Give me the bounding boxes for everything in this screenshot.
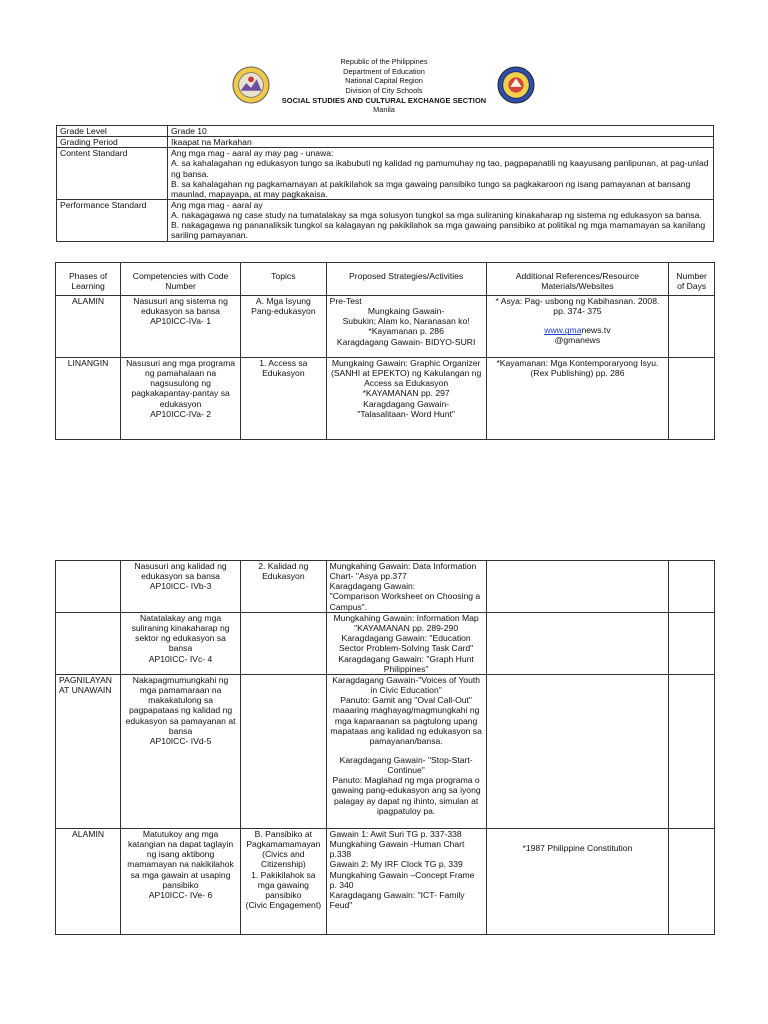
header-line: Division of City Schools xyxy=(345,85,423,95)
col-header-phases: Phases of Learning xyxy=(56,263,121,296)
info-value: Ikaapat na Markahan xyxy=(168,137,714,148)
table-row xyxy=(57,148,714,200)
days-cell xyxy=(669,358,715,440)
table-row xyxy=(56,296,715,358)
website-link-host[interactable]: www.gma xyxy=(544,325,582,336)
info-label: Grade Level xyxy=(57,126,168,137)
topic-cell: A. Mga Isyung Pang-edukasyon xyxy=(241,296,327,358)
col-header-strategies: Proposed Strategies/Activities xyxy=(326,263,486,296)
days-cell xyxy=(669,296,715,358)
competency-cell: Nasusuri ang mga programa ng pamahalaan na nagsusulong ng pagkakapantay-pantay sa edukasyon AP10ICC-IVa- 2 xyxy=(121,358,241,440)
document-header xyxy=(0,57,768,115)
competency-cell: Nasusuri ang kalidad ng edukasyon sa bansa AP10ICC- IVb-3 xyxy=(121,561,241,613)
references-cell: *1987 Philippine Constitution xyxy=(486,829,669,935)
strategies-cell: Mungkahing Gawain: Data Information Chart- "Asya pp.377 Karagdagang Gawain: "Comparison Worksheet on Choosing a Campus". xyxy=(326,561,486,613)
info-value: Grade 10 xyxy=(168,126,714,137)
strategies-cell: Mungkahing Gawain: Information Map "KAYAMANAN pp. 289-290 Karagdagang Gawain: "Education Sector Problem-Solving Task Card" Karagdagang Gawain: "Graph Hunt Philippines" xyxy=(326,613,486,675)
standard-intro: Ang mga mag - aaral ay may pag - unawa: xyxy=(171,148,334,159)
days-cell xyxy=(669,561,715,613)
days-cell xyxy=(669,613,715,675)
reference-line: *Kayamanan: Mga Kontemporaryong Isyu. xyxy=(496,358,659,368)
references-cell xyxy=(486,675,669,829)
references-cell xyxy=(486,561,669,613)
strategy-line: "Talasalitaan- Word Hunt" xyxy=(357,408,455,419)
strategy-block: Karagdagang Gawain-"Voices of Youth in Civic Education" Panuto: Gamit ang "Oval Call-Out" maaaring maghayag/magmungkahi ng mga kaparaanan sa pagtulong upang mapataas ang kalidad ng edukasyon sa pamayanan/bansa. xyxy=(330,675,482,746)
strategies-cell xyxy=(326,358,486,440)
info-label: Content Standard xyxy=(57,148,168,200)
standard-item: A. sa kahalagahan ng edukasyon tungo sa ikabubuti ng kalidad ng pamumuhay ng tao, pagpapanatili ng kaayusang panlipunan, at pag-unlad ng bansa. xyxy=(171,158,709,179)
strategies-cell xyxy=(326,675,486,829)
competency-cell: Natatalakay ang mga suliraning kinakaharap ng sektor ng edukasyon sa bansa AP10ICC- IVc- 4 xyxy=(121,613,241,675)
header-line: Republic of the Philippines xyxy=(340,57,428,66)
strategy-line: Karagdagang Gawain- BIDYO-SURI xyxy=(336,336,476,347)
references-cell xyxy=(486,613,669,675)
strategy-line: *KAYAMANAN pp. 297 xyxy=(362,388,450,399)
strategy-line: Karagdagang Gawain- xyxy=(363,398,450,409)
days-cell xyxy=(669,675,715,829)
phase-cell xyxy=(56,613,121,675)
competency-cell: Nakapagmumungkahi ng mga pamamaraan na makakatulong sa pagpapataas ng kalidad ng edukasyon sa pamayanan at bansa AP10ICC- IVd-5 xyxy=(121,675,241,829)
table-row xyxy=(56,561,715,613)
strategy-line: *Kayamanan p. 286 xyxy=(368,326,444,337)
curriculum-info-table xyxy=(56,125,714,242)
learning-plan-table xyxy=(55,262,715,440)
references-cell xyxy=(486,296,669,358)
info-label: Grading Period xyxy=(57,137,168,148)
days-cell xyxy=(669,829,715,935)
table-row xyxy=(56,675,715,829)
learning-plan-table-continued xyxy=(55,560,715,935)
strategies-cell xyxy=(326,296,486,358)
strategy-block: Karagdagang Gawain- "Stop-Start-Continue" Panuto: Maglahad ng mga programa o gawaing pang-edukasyon ang sa iyong palagay ay dapat ng ihinto, simulan at ipagpatuloy pa. xyxy=(331,754,481,816)
info-label: Performance Standard xyxy=(57,199,168,241)
topic-cell xyxy=(241,675,327,829)
standard-item: B. nakagagawa ng pananaliksik tungkol sa kalagayan ng pakikilahok sa mga gawaing pansibiko at politikal ng mga mamamayan sa kanilang sariling pamayanan. xyxy=(171,220,706,241)
header-line: National Capital Region xyxy=(345,76,423,86)
section-title: SOCIAL STUDIES AND CULTURAL EXCHANGE SECTION xyxy=(281,95,487,105)
phase-cell xyxy=(56,561,121,613)
website-link[interactable] xyxy=(490,325,666,335)
social-handle: @gmanews xyxy=(554,335,601,346)
strategy-line: Subukin; Alam ko, Naranasan ko! xyxy=(342,316,470,327)
reference-line: * Asya: Pag- usbong ng Kabihasnan. 2008. pp. 374- 375 xyxy=(495,296,660,317)
standard-item: A. nakagagawa ng case study na tumatalakay sa mga solusyon tungkol sa mga suliraning kinakaharap ng sistema ng edukasyon sa bansa. xyxy=(171,210,702,221)
phase-cell: ALAMIN xyxy=(56,296,121,358)
col-header-references: Additional References/Resource Materials/Websites xyxy=(486,263,669,296)
header-line: Department of Education xyxy=(343,66,425,76)
phase-cell: ALAMIN xyxy=(56,829,121,935)
table-header-row xyxy=(56,263,715,296)
topic-cell: 1. Access sa Edukasyon xyxy=(241,358,327,440)
topic-cell xyxy=(241,613,327,675)
col-header-competencies: Competencies with Code Number xyxy=(121,263,241,296)
table-row xyxy=(57,199,714,241)
col-header-topics: Topics xyxy=(241,263,327,296)
strategies-cell: Gawain 1: Awit Suri TG p. 337-338 Mungkahing Gawain -Human Chart p.338 Gawain 2: My IRF Clock TG p. 339 Mungkahing Gawain –Concept Frame p. 340 Karagdagang Gawain: "ICT- Family Feud" xyxy=(326,829,486,935)
table-row xyxy=(56,613,715,675)
competency-cell: Nasusuri ang sistema ng edukasyon sa bansa AP10ICC-IVa- 1 xyxy=(121,296,241,358)
header-city: Manila xyxy=(373,105,395,115)
website-link-rest[interactable]: news.tv xyxy=(581,325,611,336)
topic-cell: 2. Kalidad ng Edukasyon xyxy=(241,561,327,613)
table-row xyxy=(56,829,715,935)
strategy-line: Mungkaing Gawain: Graphic Organizer (SANHI at EPEKTO) ng Kakulangan ng Access sa Edukasyon xyxy=(330,358,482,389)
strategy-line: Pre-Test xyxy=(329,296,362,306)
table-row xyxy=(57,137,714,148)
info-value xyxy=(168,199,714,241)
reference-line: (Rex Publishing) pp. 286 xyxy=(530,368,625,379)
phase-cell: PAGNILAYAN AT UNAWAIN xyxy=(56,675,121,829)
table-row xyxy=(57,126,714,137)
competency-cell: Matutukoy ang mga katangian na dapat taglayin ng isang aktibong mamamayan na nakikilahok sa mga gawain at usaping pansibiko AP10ICC- IVe- 6 xyxy=(121,829,241,935)
topic-cell: B. Pansibiko at Pagkamamamayan (Civics and Citizenship) 1. Pakikilahok sa mga gawaing pansibiko (Civic Engagement) xyxy=(241,829,327,935)
phase-cell: LINANGIN xyxy=(56,358,121,440)
standard-item: B. sa kahalagahan ng pagkamamayan at pakikilahok sa mga gawaing pansibiko tungo sa pagkakaroon ng isang pamayanan at bansang maunlad, mapayapa, at may pagkakaisa. xyxy=(171,178,691,199)
strategy-line: Mungkaing Gawain- xyxy=(367,306,445,317)
info-value xyxy=(168,148,714,200)
col-header-days: Number of Days xyxy=(669,263,715,296)
references-cell xyxy=(486,358,669,440)
table-row xyxy=(56,358,715,440)
standard-intro: Ang mga mag - aaral ay xyxy=(171,199,263,210)
